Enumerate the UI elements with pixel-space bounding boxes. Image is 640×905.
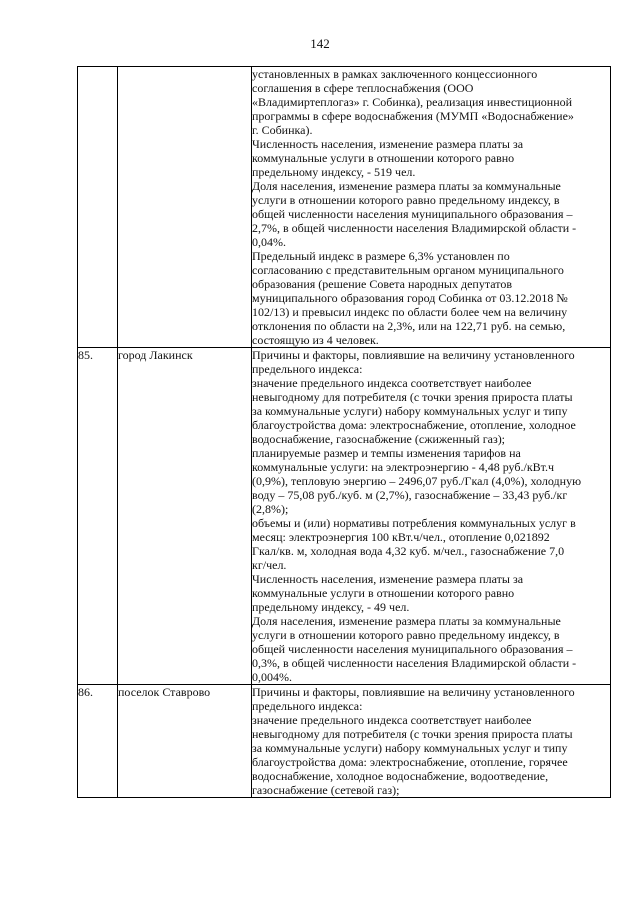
description-line: 0,3%, в общей численности населения Владимирской области - bbox=[252, 656, 577, 670]
description-line: 102/13) и превысил индекс по области более чем на величину bbox=[252, 305, 568, 319]
description-line: Причины и факторы, повлиявшие на величину установленного bbox=[252, 685, 575, 699]
row-number bbox=[78, 67, 118, 348]
description-line: значение предельного индекса соответствует наиболее bbox=[252, 376, 532, 390]
table-row bbox=[78, 348, 611, 685]
description-line: услуги в отношении которого равно предельному индексу, в bbox=[252, 628, 560, 642]
description-line: водоснабжение, газоснабжение (сжиженный газ); bbox=[252, 432, 506, 446]
description-line: Численность населения, изменение размера платы за bbox=[252, 572, 524, 586]
description-line: муниципального образования город Собинка от 03.12.2018 № bbox=[252, 291, 568, 305]
description-line: коммунальные услуги в отношении которого равно bbox=[252, 151, 515, 165]
description-line: объемы и (или) нормативы потребления коммунальных услуг в bbox=[252, 516, 576, 530]
row-description bbox=[252, 348, 611, 685]
row-description bbox=[252, 67, 611, 348]
description-line: состоящую из 4 человек. bbox=[252, 333, 379, 347]
indices-table bbox=[77, 66, 611, 798]
description-line: общей численности населения муниципального образования – bbox=[252, 207, 573, 221]
description-line: 2,7%, в общей численности населения Владимирской области - bbox=[252, 221, 577, 235]
description-line: невыгодному для потребителя (с точки зрения прироста платы bbox=[252, 727, 573, 741]
description-line: кг/чел. bbox=[252, 558, 287, 572]
description-line: соглашения в сфере теплоснабжения (ООО bbox=[252, 81, 474, 95]
description-line: услуги в отношении которого равно предельному индексу, в bbox=[252, 193, 560, 207]
description-line: Предельный индекс в размере 6,3% установлен по bbox=[252, 249, 510, 263]
description-line: 0,004%. bbox=[252, 670, 292, 684]
municipality-name bbox=[118, 67, 252, 348]
description-line: предельного индекса: bbox=[252, 362, 363, 376]
description-line: Численность населения, изменение размера платы за bbox=[252, 137, 524, 151]
description-line: отклонения по области на 2,3%, или на 122,71 руб. на семью, bbox=[252, 319, 566, 333]
description-line: (2,8%); bbox=[252, 502, 289, 516]
description-line: предельного индекса: bbox=[252, 699, 363, 713]
row-number: 85. bbox=[78, 348, 118, 685]
description-line: программы в сфере водоснабжения (МУМП «Водоснабжение» bbox=[252, 109, 574, 123]
description-line: Доля населения, изменение размера платы за коммунальные bbox=[252, 614, 561, 628]
description-line: планируемые размер и темпы изменения тарифов на bbox=[252, 446, 521, 460]
description-line: Причины и факторы, повлиявшие на величину установленного bbox=[252, 348, 575, 362]
description-line: месяц: электроэнергия 100 кВт.ч/чел., отопление 0,021892 bbox=[252, 530, 550, 544]
description-line: общей численности населения муниципального образования – bbox=[252, 642, 573, 656]
description-line: согласованию с представительным органом муниципального bbox=[252, 263, 564, 277]
description-line: предельному индексу, - 519 чел. bbox=[252, 165, 416, 179]
description-line: предельному индексу, - 49 чел. bbox=[252, 600, 410, 614]
description-line: за коммунальные услуги) набору коммунальных услуг и типу bbox=[252, 741, 568, 755]
municipality-name: поселок Ставрово bbox=[118, 685, 252, 798]
description-line: 0,04%. bbox=[252, 235, 286, 249]
description-line: «Владимиртеплогаз» г. Собинка), реализация инвестиционной bbox=[252, 95, 573, 109]
row-description bbox=[252, 685, 611, 798]
description-line: за коммунальные услуги) набору коммунальных услуг и типу bbox=[252, 404, 568, 418]
municipality-name: город Лакинск bbox=[118, 348, 252, 685]
table-row bbox=[78, 685, 611, 798]
table-row bbox=[78, 67, 611, 348]
description-line: Доля населения, изменение размера платы за коммунальные bbox=[252, 179, 561, 193]
description-line: образования (решение Совета народных депутатов bbox=[252, 277, 513, 291]
page-number: 142 bbox=[310, 36, 330, 51]
description-line: г. Собинка). bbox=[252, 123, 313, 137]
description-line: благоустройства дома: электроснабжение, отопление, горячее bbox=[252, 755, 568, 769]
table-body bbox=[78, 67, 611, 798]
description-line: (0,9%), тепловую энергию – 2496,07 руб./Гкал (4,0%), холодную bbox=[252, 474, 582, 488]
description-line: воду – 75,08 руб./куб. м (2,7%), газоснабжение – 33,43 руб./кг bbox=[252, 488, 568, 502]
description-line: газоснабжение (сетевой газ); bbox=[252, 783, 400, 797]
description-line: невыгодному для потребителя (с точки зрения прироста платы bbox=[252, 390, 573, 404]
description-line: значение предельного индекса соответствует наиболее bbox=[252, 713, 532, 727]
description-line: водоснабжение, холодное водоснабжение, водоотведение, bbox=[252, 769, 549, 783]
description-line: коммунальные услуги: на электроэнергию - 4,48 руб./кВт.ч bbox=[252, 460, 555, 474]
description-line: благоустройства дома: электроснабжение, отопление, холодное bbox=[252, 418, 576, 432]
description-line: Гкал/кв. м, холодная вода 4,32 куб. м/чел., газоснабжение 7,0 bbox=[252, 544, 565, 558]
row-number: 86. bbox=[78, 685, 118, 798]
description-line: коммунальные услуги в отношении которого равно bbox=[252, 586, 515, 600]
description-line: установленных в рамках заключенного концессионного bbox=[252, 67, 538, 81]
